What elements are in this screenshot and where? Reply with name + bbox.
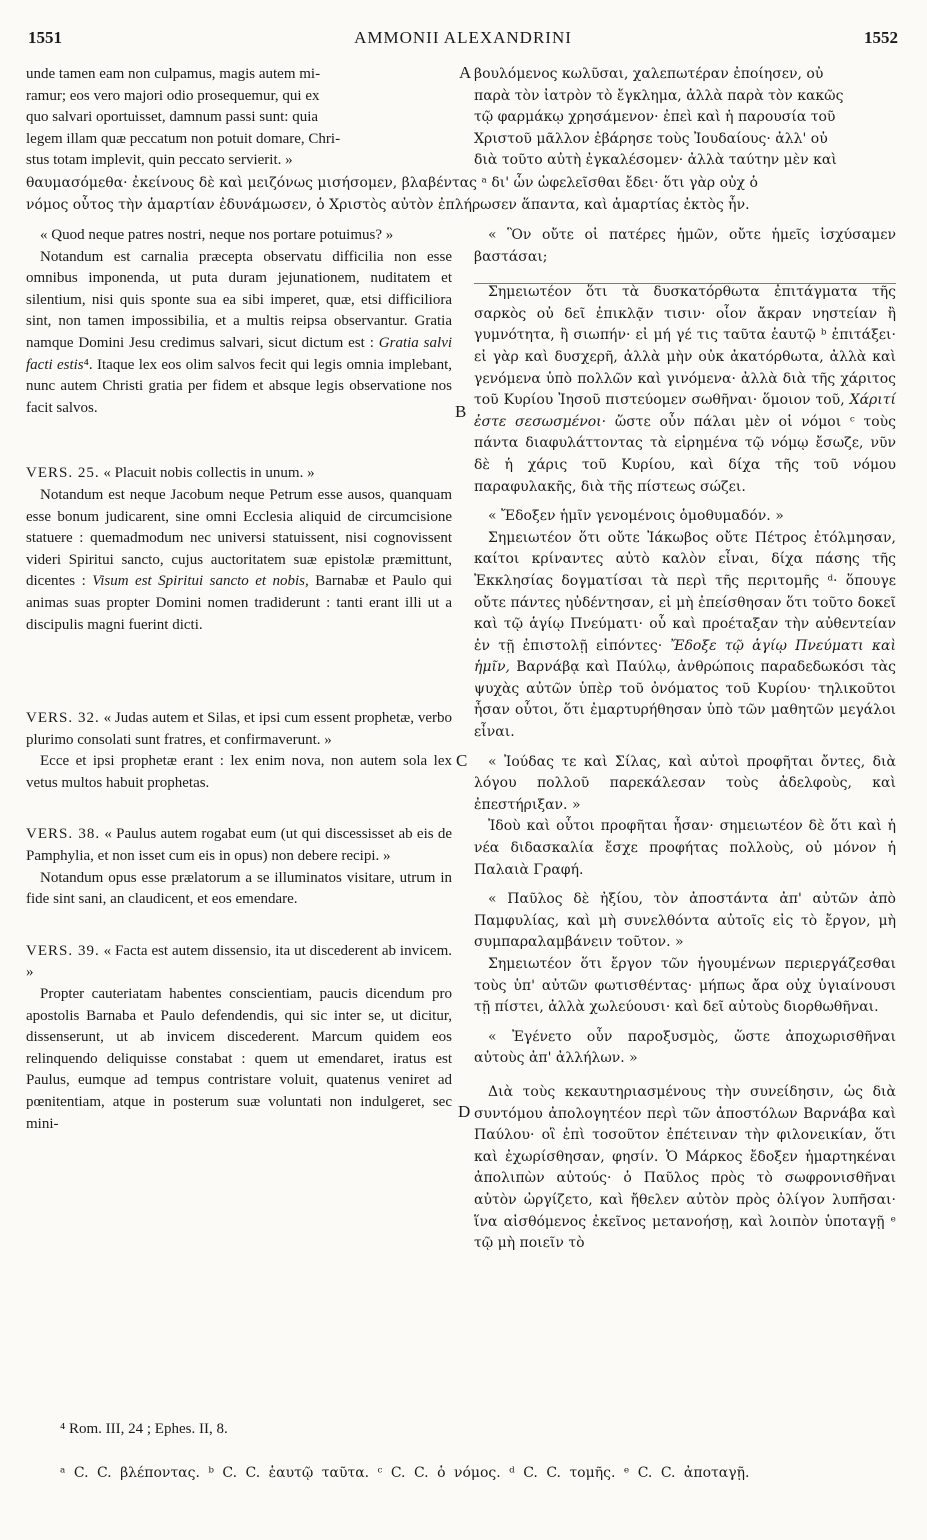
- greek-lemma: « Ὃν οὔτε οἱ πατέρες ἡμῶν, οὔτε ἡμεῖς ἰσχύσαμεν βαστάσαι;: [474, 227, 896, 265]
- greek-verse-32: « Ἰούδας τε καὶ Σίλας, καὶ αὐτοὶ προφῆται ὄντες, διὰ λόγου πολλοῦ παρεκάλεσαν τοὺς ἀδελφοὺς, καὶ ἐπεστήριξαν. »: [474, 753, 896, 813]
- full-width-lines: [26, 173, 896, 216]
- greek-paragraph: Ἰδοὺ καὶ οὗτοι προφῆται ἦσαν· σημειωτέον δὲ ὅτι καὶ ἡ νέα διδασκαλία ἔσχε προφήτας πολλοὺς, οὐ μόνον ἡ Παλαιὰ Γραφή.: [474, 818, 896, 878]
- greek-verse-25: « Ἔδοξεν ἡμῖν γενομένοις ὁμοθυμαδόν. »: [488, 508, 784, 525]
- greek-top-line: τῷ φαρμάκῳ χρησάμενον· ἐπεὶ καὶ ἡ παρουσία τοῦ: [474, 109, 836, 126]
- page-header: [28, 28, 898, 60]
- margin-letter-d: D: [458, 1102, 471, 1121]
- greek-citation: Ἔδοξε τῷ ἁγίῳ Πνεύματι καὶ ἡμῖν,: [474, 637, 896, 676]
- latin-verse-25: VERS. 25. « Placuit nobis collectis in unum. »: [26, 465, 315, 482]
- latin-verse-38: VERS. 38. « Paulus autem rogabat eum (ut qui discessisset ab eis de Pamphylia, et non isset cum eis in opus) non debere recipi. »: [26, 826, 453, 865]
- latin-paragraph: Notandum est carnalia præcepta observatu difficilia non esse omnibus imponenda, ut puta duram jejunationem, nuditatem et silentium, nisi quis sponte sua ea sibi imperet, quæ, etsi difficiliora sint, non tamen impossibilia, et a multis reipsa observantur. Gratia namque Domini Jesu credimus salvari, sicut dictum est : Gratia salvi facti estis⁴. Itaque lex eos olim salvos fecit qui legis omnia implebant, nunc autem Christi gratia per fidem et absque legis observatione nos facit salvos.: [26, 248, 453, 416]
- latin-paragraph: Ecce et ipsi prophetæ erant : lex enim nova, non autem sola lex vetus multos habuit prophetas.: [26, 753, 452, 791]
- latin-top-line: unde tamen eam non culpamus, magis autem mi-: [26, 66, 321, 82]
- latin-citation: Visum est Spiritui sancto et nobis,: [92, 573, 309, 590]
- greek-verse-38: « Παῦλος δὲ ἠξίου, τὸν ἀποστάντα ἀπ' αὐτῶν ἀπὸ Παμφυλίας, καὶ μὴ συνελθόντα αὐτοῖς εἰς τὸ ἔργον, μὴ συμπαραλαμβάνειν τοῦτον. »: [474, 891, 896, 951]
- verse-label: VERS. 38.: [26, 826, 101, 843]
- full-width-line: θαυμασόμεθα· ἐκείνους δὲ καὶ μειζόνως μισήσομεν, βλαβέντας ᵃ δι' ὧν ὠφελεῖσθαι ἔδει· ὅτι γὰρ οὐχ ὁ: [26, 175, 758, 191]
- latin-verse-39: VERS. 39. « Facta est autem dissensio, ita ut discederent ab invicem. »: [26, 942, 452, 981]
- greek-paragraph: Σημειωτέον ὅτι ἔργον τῶν ἡγουμένων περιεργάζεσθαι τοὺς ὑπ' αὐτῶν φωτισθέντας· μήπως ἄρα οὐχ ὑγιαίνουσι τῇ πίστει, ἀλλὰ χωλεύουσι· καὶ δεῖ αὐτοὺς διορθωθῆναι.: [474, 956, 896, 1016]
- page-number-left: 1551: [28, 28, 62, 47]
- verse-label: VERS. 39.: [26, 942, 100, 959]
- running-title: AMMONII ALEXANDRINI: [354, 28, 572, 47]
- latin-paragraph: Notandum opus esse prælatorum a se illuminatos visitare, utrum in fide sint sani, an claudicent, et eos emendare.: [26, 869, 452, 908]
- full-width-line: νόμος οὗτος τὴν ἁμαρτίαν ἐδυνάμωσεν, ὁ Χριστὸς αὐτὸν ἐπλήρωσεν ἅπαντα, καὶ ἁμαρτίας ἐκτὸς ἦν.: [26, 196, 750, 213]
- latin-top-block: [26, 64, 452, 172]
- latin-top-line: legem illam quæ peccatum non potuit domare, Chri-: [26, 130, 341, 147]
- latin-paragraph: Propter cauteriatam habentes conscientiam, paucis dicendum pro apostolis Barnaba et Paulo defendendis, qui sic inter se, ut dicitur, dissenserunt, ut ab invicem discederent. Marcum quidem eos relinquendo deliquisse constabat : quem ut emendaret, iratus est Paulus, eumque ad tempus contristare voluit, quatenus veniret ad pœnitentiam, atque in posterum suæ voluntati non indulgeret, sec mini-: [26, 986, 452, 1132]
- greek-column: [474, 225, 896, 1255]
- page-number-right: 1552: [864, 28, 898, 47]
- margin-letter-b: B: [455, 402, 467, 421]
- greek-top-block: [474, 64, 896, 172]
- latin-citation: Gratia salvi facti estis: [26, 334, 453, 373]
- latin-top-line: stus totam implevit, quin peccato servierit. »: [26, 152, 293, 169]
- variant-notes: ᵃ C. C. βλέποντας. ᵇ C. C. ἑαυτῷ ταῦτα. ᶜ C. C. ὁ νόμος. ᵈ C. C. τομῆς. ᵉ C. C. ἀποταγῇ.: [60, 1465, 750, 1481]
- greek-paragraph: Σημειωτέον ὅτι τὰ δυσκατόρθωτα ἐπιτάγματα τῆς σαρκὸς οὐ δεῖ ἐπικλᾷν τισιν· οἷον ἄκραν νηστείαν ἢ γυμνότητα, ἢ σιωπήν· εἰ μή γέ τις ταῦτα ἑαυτῷ ᵇ ἐπιτάξει· εἰ γὰρ καὶ δυσχερῆ, ἀλλὰ μὴν οὐκ ἀκατόρθωτα, ἀλλὰ καὶ γενόμενα ὑπὸ πολλῶν καὶ γινόμενα· ἀλλὰ διὰ τῆς χάριτος τοῦ Κυρίου Ἰησοῦ πιστεύομεν σωθῆναι· ὅμοιον τοῦ, Χάριτί ἐστε σεσωσμένοι· ὥστε οὖν πάλαι μὲν οἱ νόμοι ᶜ τοὺς πάντα διαφυλάττοντας τὰ εἰρημένα τῷ νόμῳ ἔσωζε, νῦν δὲ ἡ χάρις τοῦ Κυρίου, καὶ δίχα τῆς τοῦ νόμου παραφυλακῆς, διὰ τῆς πίστεως σώζει.: [474, 284, 896, 495]
- verse-label: VERS. 32.: [26, 710, 100, 727]
- greek-citation: Χάριτί ἐστε σεσωσμένοι·: [474, 392, 896, 430]
- latin-top-line: quo salvari oportuisset, damnum passi sunt: quia: [26, 109, 319, 126]
- verse-label: VERS. 25.: [26, 465, 100, 482]
- latin-top-line: ramur; eos vero majori odio prosequemur, qui ex: [26, 87, 320, 104]
- greek-top-line: παρὰ τὸν ἰατρὸν τὸ ἔγκλημα, ἀλλὰ παρὰ τὸν κακῶς: [474, 87, 844, 104]
- latin-column: [26, 225, 452, 1135]
- latin-paragraph: Notandum est neque Jacobum neque Petrum esse ausos, quanquam esse bonum judicarent, sine omni Ecclesia aliquid de circumcisione statuere : quemadmodum nec universi statuissent, nisi cognovissent videri Spiritui sancto, cujus auctoritatem suæ epistolæ præmittunt, dicentes : Visum est Spiritui sancto et nobis, Barnabæ et Paulo qui animas suas propter Domini nomen tradiderunt : tanti erant illi ut a discipulis magni fuerint dicti.: [26, 486, 452, 633]
- greek-verse-39: « Ἐγένετο οὖν παροξυσμὸς, ὥστε ἀποχωρισθῆναι αὐτοὺς ἀπ' ἀλλήλων. »: [474, 1028, 896, 1067]
- greek-top-line: διὰ τοῦτο αὐτὴ ἐγκαλέσομεν· ἀλλὰ ταύτην μὲν καὶ: [474, 152, 837, 169]
- latin-verse-32: VERS. 32. « Judas autem et Silas, et ipsi cum essent prophetæ, verbo plurimo consolati sunt fratres, et confirmaverunt. »: [26, 710, 453, 748]
- greek-paragraph: Διὰ τοὺς κεκαυτηριασμένους τὴν συνείδησιν, ὡς διὰ συντόμου ἀπολογητέον περὶ τῶν ἀποστόλων Βαρνάβα καὶ Παύλου· οἳ ἐπὶ τοσοῦτον ἐπέτειναν τὴν φιλονεικίαν, ὅτι καὶ ἐχωρίσθησαν, φησίν. Ὁ Μάρκος ἔδοξεν ἡμαρτηκέναι ἀπολιπὼν αὐτούς· ὁ Παῦλος πρὸς τὸ σωφρονισθῆναι αὐτὸν ὠργίζετο, καὶ ἤθελεν αὐτὸν πρὸς ὀλίγον λυπῆσαι· ἵνα αἰσθόμενος ἐκεῖνος μετανοήσῃ, καὶ λοιπὸν ὑποταγῇ ᵉ τῷ μὴ ποιεῖν τὸ: [474, 1083, 896, 1252]
- greek-top-line: Χριστοῦ μᾶλλον ἐβάρησε τοὺς Ἰουδαίους· ἀλλ' οὐ: [474, 130, 828, 147]
- greek-paragraph: Σημειωτέον ὅτι οὔτε Ἰάκωβος οὔτε Πέτρος ἐτόλμησαν, καίτοι κρίναντες αὐτὸ καλὸν εἶναι, δίχα πάσης τῆς Ἐκκλησίας δογματίσαι τὰ περὶ τῆς περιτομῆς ᵈ· ὅπουγε οὔτε πάντες ηὐδέντησαν, εἰ μὴ ἐπείσθησαν ὅτι τοῦτο δοκεῖ καὶ τῷ ἁγίῳ Πνεύματι· οὗ καὶ προέταξαν τὴν αὐθεντείαν ἐν τῇ ἐπιστολῇ εἰπόντες· Ἔδοξε τῷ ἁγίῳ Πνεύματι καὶ ἡμῖν, Βαρνάβᾳ καὶ Παύλῳ, ἀνθρώποις παραδεδωκόσι τὰς ψυχὰς αὐτῶν ὑπὲρ τοῦ ὀνόματος τοῦ Κυρίου· τηλικοῦτοι ἦσαν οὗτοι, ὅτι ἐμαρτυρήθησαν ὑπὸ τῶν μαθητῶν μεγάλοι εἶναι.: [474, 529, 896, 741]
- latin-lemma: « Quod neque patres nostri, neque nos portare potuimus? »: [40, 227, 394, 243]
- footnote: ⁴ Rom. III, 24 ; Ephes. II, 8.: [60, 1421, 228, 1437]
- margin-letter-a: A: [459, 63, 472, 82]
- margin-letter-c: C: [456, 751, 468, 770]
- greek-top-line: βουλόμενος κωλῦσαι, χαλεπωτέραν ἐποίησεν, οὐ: [474, 66, 824, 82]
